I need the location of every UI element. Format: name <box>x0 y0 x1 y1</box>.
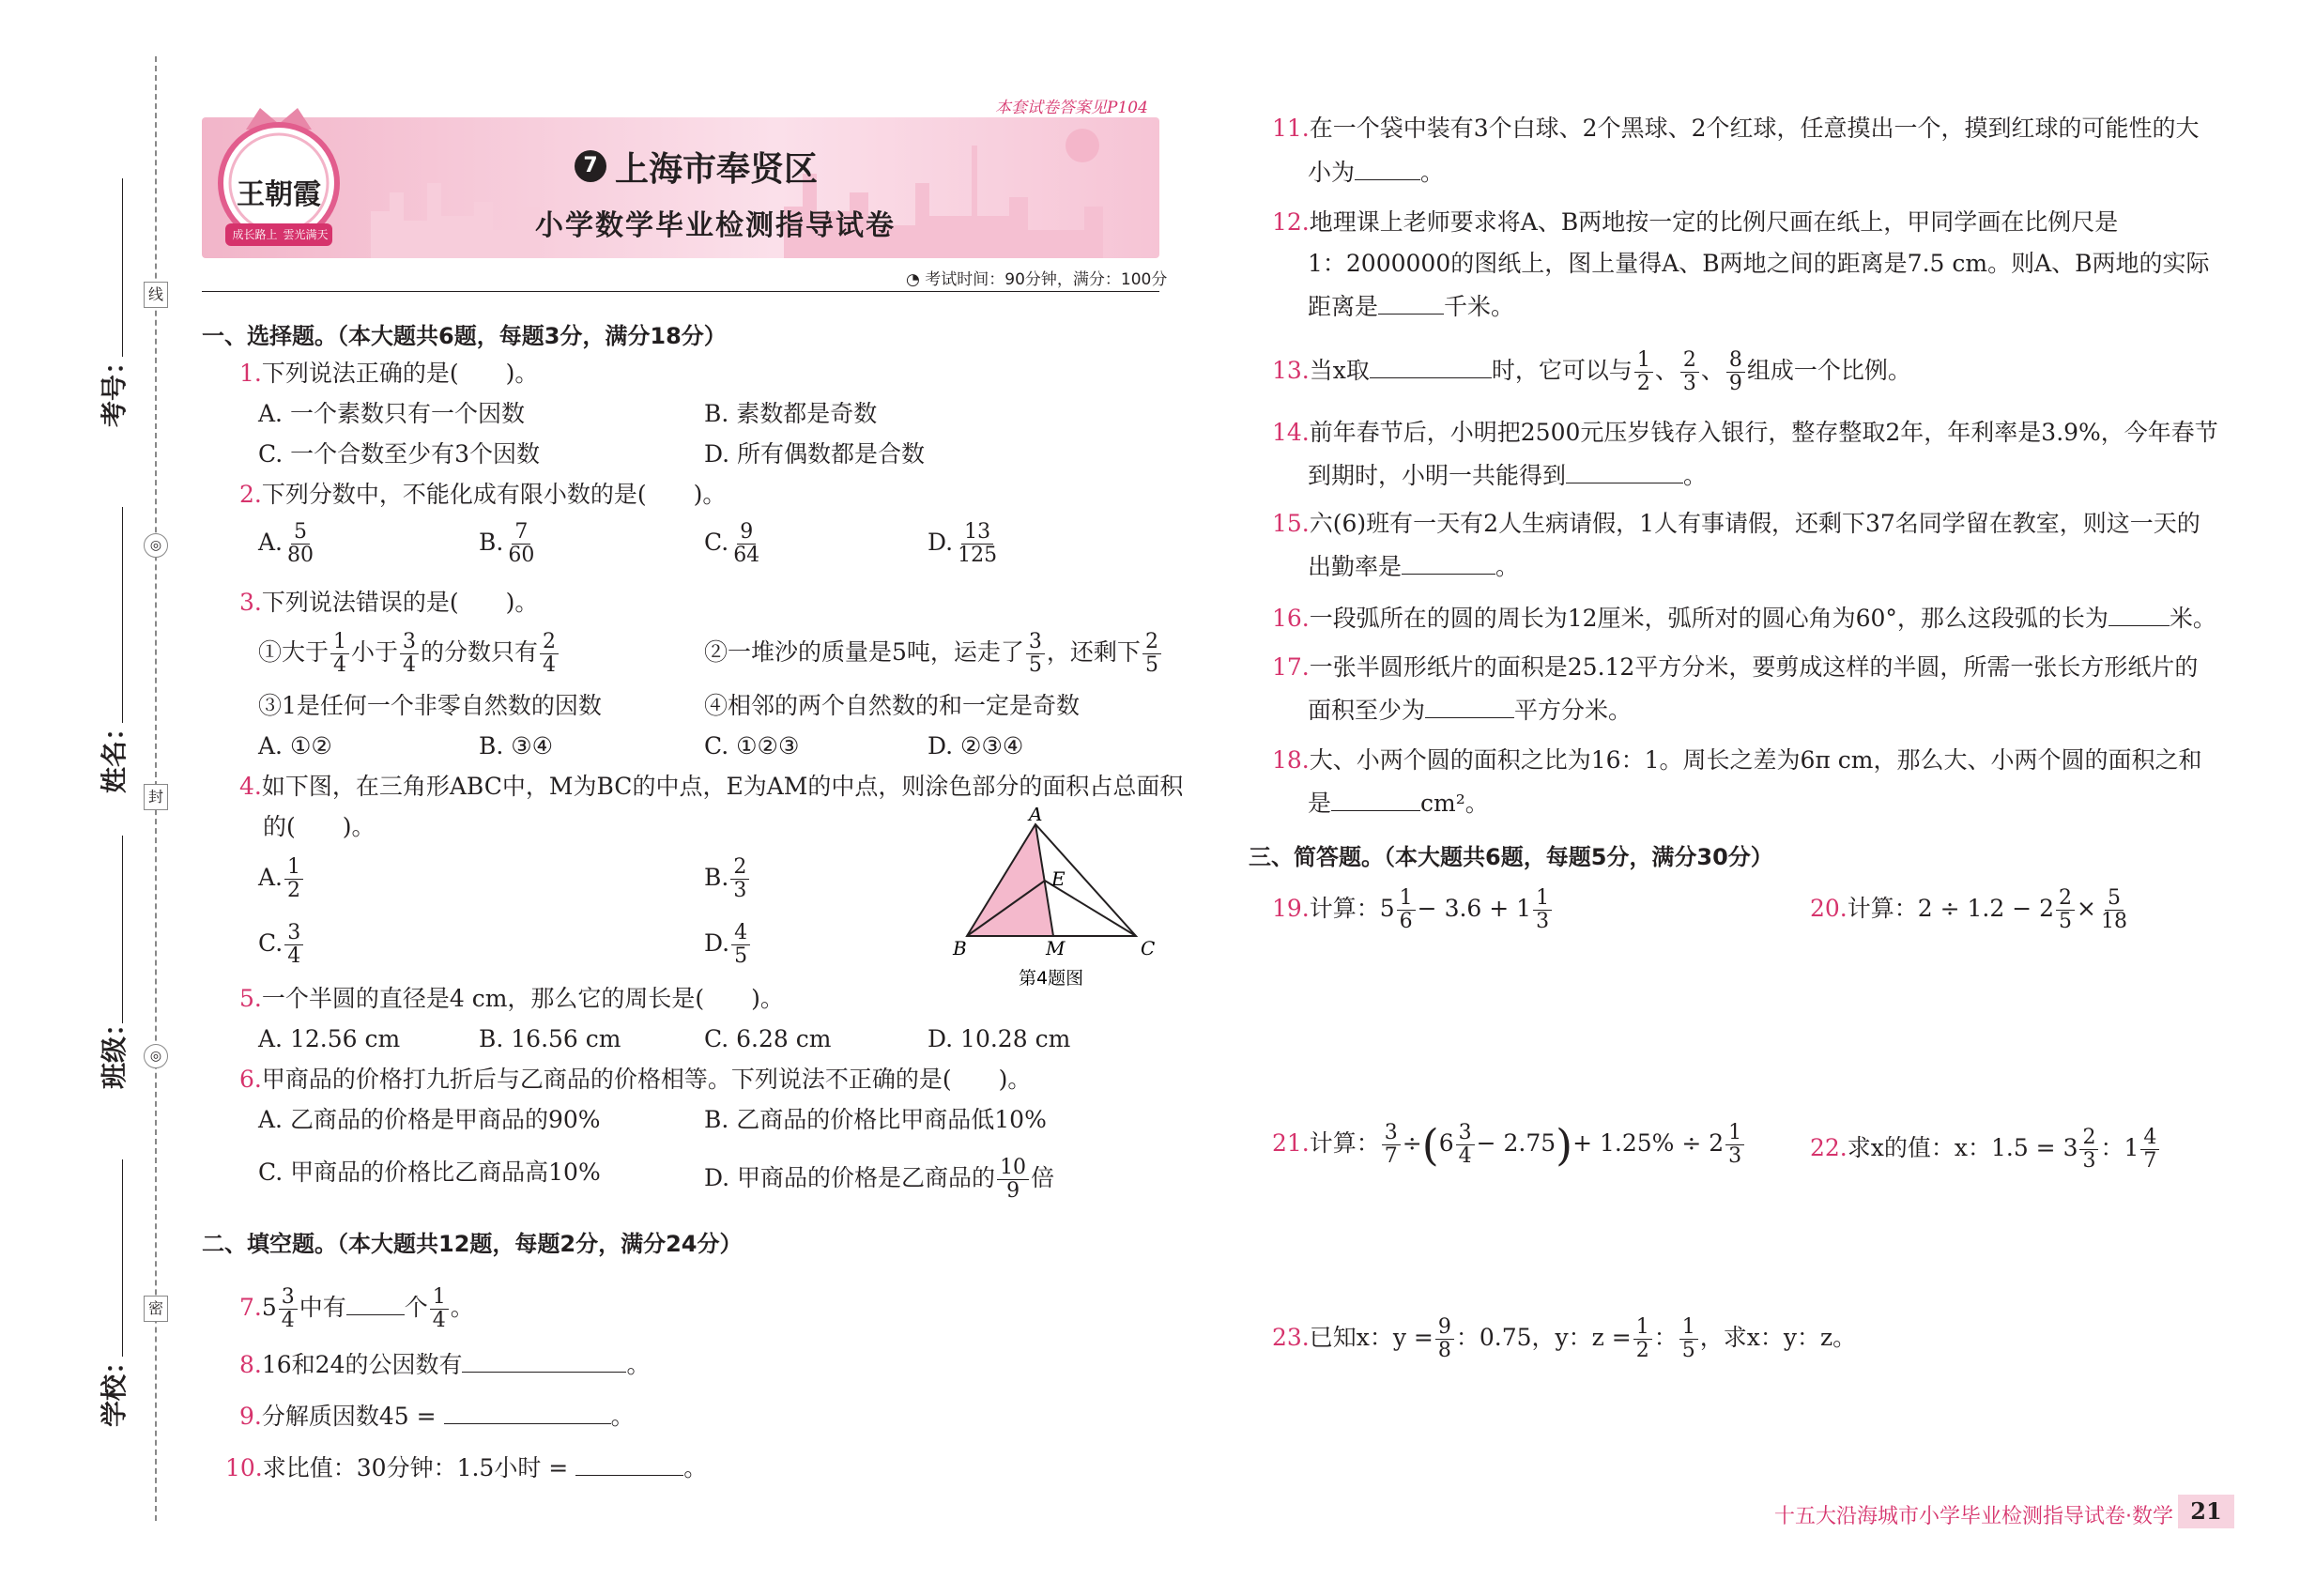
statement-1 <box>258 631 560 677</box>
fraction <box>2098 887 2130 933</box>
question-number: 16. <box>1272 605 1310 632</box>
logo-ribbon-right: 雲光满天 <box>283 228 329 241</box>
denominator: 4 <box>333 653 347 677</box>
denominator: 4 <box>281 1309 295 1332</box>
fraction <box>284 521 316 567</box>
question-number: 18. <box>1272 746 1310 774</box>
binding-mark-xian: 线 <box>144 282 168 308</box>
option-text: D. 甲商品的价格是乙商品的 <box>704 1164 996 1191</box>
option-letter: B. <box>479 529 504 556</box>
numerator: 2 <box>1142 631 1161 654</box>
question-text: 组成一个比例。 <box>1746 357 1911 384</box>
fraction <box>1680 349 1699 395</box>
binding-mark-feng: 封 <box>144 784 168 810</box>
question-text: 到期时，小明一共能得到 <box>1308 462 1567 489</box>
exam-info-text: 考试时间：90分钟，满分：100分 <box>925 270 1168 289</box>
question-text: 下列说法正确的是( )。 <box>261 360 539 387</box>
question-text: 小为 <box>1308 159 1356 186</box>
question-number: 15. <box>1272 510 1310 537</box>
section-3-title: 三、简答题。（本大题共6题，每题5分，满分30分） <box>1249 844 1773 870</box>
question-11 <box>1272 113 2200 145</box>
fraction <box>2056 887 2075 933</box>
question-2 <box>239 479 726 511</box>
brand-logo <box>208 103 349 253</box>
question-text: 一段弧所在的圆的周长为12厘米，弧所对的圆心角为60°，那么这段弧的长为 <box>1309 605 2108 632</box>
fraction <box>2079 1127 2098 1173</box>
denominator: 9 <box>1006 1179 1020 1203</box>
question-text: 中有 <box>299 1294 346 1321</box>
label-e: E <box>1051 867 1066 890</box>
statement-4: ④相邻的两个自然数的和一定是奇数 <box>704 692 1081 719</box>
option-b[interactable] <box>704 856 751 902</box>
numerator: 5 <box>2105 887 2124 911</box>
fraction <box>284 922 303 968</box>
question-text: 。 <box>626 1351 651 1378</box>
label-m: M <box>1046 937 1066 959</box>
numerator: 2 <box>2056 887 2075 911</box>
numerator: 1 <box>284 856 303 880</box>
option-b[interactable]: B. 16.56 cm <box>479 1025 621 1052</box>
option-c[interactable]: C. 一个合数至少有3个因数 <box>258 440 541 468</box>
fraction <box>1397 887 1416 933</box>
expression: ，求x：y：z。 <box>1699 1324 1857 1351</box>
numerator: 1 <box>330 631 349 654</box>
logo-text: 王朝霞 <box>237 178 321 211</box>
expression: ：1 <box>2100 1134 2139 1161</box>
question-text: 前年春节后，小明把2500元压岁钱存入银行，整存整取2年，年利率是3.9%，今年春节 <box>1309 419 2218 446</box>
denominator: 2 <box>287 879 301 902</box>
expression: 6 <box>1438 1129 1454 1157</box>
question-12-line-3 <box>1308 289 1514 323</box>
denominator: 7 <box>1384 1144 1398 1168</box>
option-letter: C. <box>258 929 284 957</box>
question-22 <box>1810 1127 2161 1173</box>
question-12-line-2: 1：2000000的图纸上，图上量得A、B两地之间的距离是7.5 cm。则A、B两地的实际 <box>1308 250 2210 277</box>
numerator: 7 <box>512 521 530 545</box>
numerator: 2 <box>730 856 749 880</box>
question-number: 23. <box>1272 1324 1310 1351</box>
question-text: 。 <box>1495 553 1520 580</box>
denominator: 3 <box>1728 1144 1742 1168</box>
kaohao-line[interactable] <box>122 178 123 357</box>
page-number: 21 <box>2178 1495 2234 1528</box>
label-a: A <box>1029 807 1043 825</box>
option-d[interactable] <box>704 1157 1054 1203</box>
denominator: 3 <box>2082 1149 2096 1173</box>
option-d[interactable] <box>704 922 752 968</box>
question-number: 4. <box>239 773 262 800</box>
question-4-continued: 的( )。 <box>263 813 376 840</box>
question-7 <box>239 1286 474 1332</box>
option-letter: C. <box>704 529 729 556</box>
question-18-continued <box>1308 786 1489 820</box>
expression: ：0.75，y：z = <box>1455 1324 1632 1351</box>
question-1 <box>239 358 538 390</box>
question-number: 11. <box>1272 115 1310 142</box>
question-text: 米。 <box>2169 605 2216 632</box>
fraction <box>505 521 537 567</box>
denominator: 4 <box>432 1309 446 1332</box>
option-d[interactable]: D. 所有偶数都是合数 <box>704 440 926 468</box>
question-text: 如下图，在三角形ABC中，M为BC的中点，E为AM的中点，则涂色部分的面积占总面积 <box>261 773 1184 800</box>
paper-title: 上海市奉贤区 <box>615 150 819 189</box>
numerator: 13 <box>961 521 993 545</box>
expression: 计算：5 <box>1309 895 1395 922</box>
expression: 已知x：y = <box>1309 1324 1434 1351</box>
numerator: 1 <box>1725 1122 1744 1145</box>
denominator: 8 <box>1437 1339 1451 1362</box>
question-number: 20. <box>1810 895 1848 922</box>
option-a[interactable] <box>258 521 318 567</box>
fraction <box>540 631 559 677</box>
question-23 <box>1272 1316 1856 1362</box>
fraction <box>1725 1122 1744 1168</box>
option-d[interactable]: D. ②③④ <box>928 732 1024 760</box>
question-20 <box>1810 887 2132 933</box>
statement-2 <box>704 631 1163 677</box>
answer-blank[interactable] <box>1370 353 1492 378</box>
fraction <box>1456 1122 1475 1168</box>
option-b[interactable]: B. 乙商品的价格比甲商品低10% <box>704 1106 1047 1133</box>
header-rule <box>202 291 1159 292</box>
question-text: 分解质因数45 = <box>261 1403 437 1430</box>
text: ②一堆沙的质量是5吨，运走了 <box>704 638 1024 666</box>
question-text: cm²。 <box>1420 790 1489 817</box>
option-letter: B. <box>704 864 729 891</box>
option-a[interactable]: A. 一个素数只有一个因数 <box>258 400 525 427</box>
question-text: 平方分米。 <box>1514 697 1633 724</box>
numerator: 10 <box>997 1157 1029 1180</box>
question-16 <box>1272 601 2216 635</box>
numerator: 1 <box>430 1286 449 1310</box>
banji-line[interactable] <box>122 836 123 1023</box>
question-number: 12. <box>1272 208 1310 236</box>
denominator: 5 <box>1681 1339 1695 1362</box>
fraction <box>330 631 349 677</box>
question-number: 6. <box>239 1066 262 1093</box>
fraction <box>1634 349 1653 395</box>
denominator: 5 <box>1144 653 1158 677</box>
fraction <box>1633 1316 1652 1362</box>
denominator: 3 <box>733 879 747 902</box>
option-a[interactable]: A. ①② <box>258 732 332 760</box>
question-text: 六(6)班有一天有2人生病请假，1人有事请假，还剩下37名同学留在教室，则这一天的 <box>1309 510 2200 537</box>
denominator: 5 <box>1028 653 1042 677</box>
denominator: 9 <box>1728 372 1742 395</box>
answer-blank[interactable] <box>1425 693 1514 718</box>
numerator: 3 <box>279 1286 298 1310</box>
question-text: 。 <box>450 1294 474 1321</box>
question-text: 一个半圆的直径是4 cm，那么它的周长是( )。 <box>261 985 784 1012</box>
denominator: 4 <box>403 653 417 677</box>
numerator: 2 <box>540 631 559 654</box>
option-c[interactable]: C. ①②③ <box>704 732 800 760</box>
answer-blank[interactable] <box>1378 289 1444 315</box>
expression: ÷ <box>1402 1129 1422 1157</box>
question-9 <box>239 1399 635 1433</box>
logo-ribbon-left: 成长路上 <box>232 228 278 241</box>
question-15-continued <box>1308 549 1519 583</box>
expression: 求x的值：x：1.5 = 3 <box>1847 1134 2078 1161</box>
denominator: 80 <box>287 544 314 567</box>
fraction <box>955 521 1000 567</box>
fraction <box>731 922 750 968</box>
option-a[interactable]: A. 乙商品的价格是甲商品的90% <box>258 1106 601 1133</box>
question-number: 7. <box>239 1294 262 1321</box>
denominator: 64 <box>733 544 760 567</box>
numerator: 1 <box>1679 1316 1698 1340</box>
question-text: 千米。 <box>1444 293 1515 320</box>
numerator: 1 <box>1533 887 1552 911</box>
fraction <box>430 1286 449 1332</box>
question-number: 21. <box>1272 1129 1310 1157</box>
binding-circle: ◎ <box>144 1044 168 1068</box>
option-letter: A. <box>258 864 284 891</box>
answer-reference: 本套试卷答案见P104 <box>995 99 1148 117</box>
option-c[interactable] <box>258 922 305 968</box>
expression: 计算：2 ÷ 1.2 − 2 <box>1847 895 2055 922</box>
shaded-region <box>967 824 1053 936</box>
denominator: 18 <box>2100 910 2127 933</box>
option-c[interactable]: C. 甲商品的价格比乙商品高10% <box>258 1159 601 1186</box>
question-text: 。 <box>1420 159 1445 186</box>
numerator: 1 <box>1633 1316 1652 1340</box>
answer-blank[interactable] <box>1566 458 1683 483</box>
xingming-line[interactable] <box>122 507 123 723</box>
question-17-continued <box>1308 693 1632 727</box>
answer-blank[interactable] <box>1331 786 1420 811</box>
section-2-title: 二、填空题。（本大题共12题，每题2分，满分24分） <box>202 1231 743 1257</box>
question-14-continued <box>1308 458 1707 492</box>
section-1-title: 一、选择题。（本大题共6题，每题3分，满分18分） <box>202 323 727 349</box>
question-number: 10. <box>225 1454 263 1481</box>
text: ①大于 <box>258 638 330 666</box>
question-text: 。 <box>610 1403 635 1430</box>
answer-blank[interactable] <box>1355 155 1420 180</box>
answer-blank[interactable] <box>2108 601 2170 626</box>
paper-subtitle: 小学数学毕业检测指导试卷 <box>535 209 896 242</box>
question-text: 个 <box>404 1294 428 1321</box>
option-d[interactable] <box>928 521 1002 567</box>
fraction <box>1726 349 1745 395</box>
question-number: 19. <box>1272 895 1310 922</box>
question-text: 距离是 <box>1308 293 1379 320</box>
paper-number-badge: 7 <box>575 150 606 182</box>
numerator: 9 <box>737 521 756 545</box>
question-5 <box>239 983 784 1015</box>
kaohao-label: 考号： <box>99 347 130 427</box>
question-8 <box>239 1347 651 1381</box>
denominator: 2 <box>1636 372 1650 395</box>
option-a[interactable] <box>258 856 305 902</box>
fraction <box>1382 1122 1401 1168</box>
question-4 <box>239 771 1183 803</box>
option-text: 倍 <box>1031 1164 1055 1191</box>
question-text: 甲商品的价格打九折后与乙商品的价格相等。下列说法不正确的是( )。 <box>261 1066 1032 1093</box>
numerator: 1 <box>1634 349 1653 373</box>
answer-blank[interactable] <box>575 1450 683 1476</box>
binding-circle: ◎ <box>144 533 168 558</box>
expression: ： <box>1653 1324 1678 1351</box>
fraction <box>730 856 749 902</box>
triangle-figure <box>948 807 1164 995</box>
numerator: 3 <box>1382 1122 1401 1145</box>
numerator: 8 <box>1726 349 1745 373</box>
option-c[interactable] <box>704 521 764 567</box>
numerator: 4 <box>2140 1127 2159 1150</box>
answer-blank[interactable] <box>444 1399 611 1424</box>
exam-info: ◔ 考试时间：90分钟，满分：100分 <box>906 270 1168 289</box>
expression: × <box>2077 895 2096 922</box>
fraction <box>284 856 303 902</box>
option-b[interactable]: B. 素数都是奇数 <box>704 400 878 427</box>
question-21 <box>1272 1119 1746 1171</box>
question-number: 17. <box>1272 653 1310 681</box>
denominator: 2 <box>1635 1339 1649 1362</box>
question-number: 8. <box>239 1351 262 1378</box>
footer-title: 十五大沿海城市小学毕业检测指导试卷·数学 <box>1774 1505 2173 1528</box>
question-6 <box>239 1064 1031 1096</box>
question-3 <box>239 587 538 619</box>
option-letter: A. <box>258 529 284 556</box>
denominator: 4 <box>1458 1144 1472 1168</box>
question-number: 5. <box>239 985 262 1012</box>
denominator: 4 <box>543 653 557 677</box>
question-number: 9. <box>239 1403 262 1430</box>
numerator: 3 <box>1026 631 1045 654</box>
question-text: 16和24的公因数有 <box>261 1351 463 1378</box>
answer-blank[interactable] <box>1402 549 1495 575</box>
numerator: 3 <box>1456 1122 1475 1145</box>
left-paren: ( <box>1421 1119 1439 1171</box>
question-number: 22. <box>1810 1134 1848 1161</box>
question-text: 下列说法错误的是( )。 <box>261 589 539 616</box>
denominator: 125 <box>958 544 998 567</box>
xingming-label: 姓名： <box>99 714 130 793</box>
expression: + 1.25% ÷ 2 <box>1572 1129 1725 1157</box>
option-c[interactable]: C. 6.28 cm <box>704 1025 832 1052</box>
numerator: 9 <box>1435 1316 1454 1340</box>
fraction <box>997 1157 1029 1203</box>
question-number: 2. <box>239 481 262 508</box>
fraction <box>1533 887 1552 933</box>
option-d[interactable]: D. 10.28 cm <box>928 1025 1071 1052</box>
numerator: 5 <box>291 521 310 545</box>
question-text: 面积至少为 <box>1308 697 1426 724</box>
question-text: 地理课上老师要求将A、B两地按一定的比例尺画在纸上，甲同学画在比例尺是 <box>1309 208 2119 236</box>
question-12 <box>1272 207 2118 238</box>
numerator: 1 <box>1397 887 1416 911</box>
banji-label: 班级： <box>99 1009 130 1089</box>
question-17 <box>1272 652 2198 683</box>
option-letter: D. <box>704 929 730 957</box>
binding-mark-mi: 密 <box>144 1296 168 1322</box>
whole-number: 5 <box>261 1294 277 1321</box>
question-19 <box>1272 887 1554 933</box>
question-text: 求比值：30分钟：1.5小时 = <box>262 1454 569 1481</box>
label-b: B <box>953 937 967 959</box>
question-text: 当x取 <box>1309 357 1370 384</box>
question-13: 13.当x取 时，它可以与 $\frac{1}{2}$ 、 $\frac{2}{3}$ 、 $\frac{8}{9}$ 组成一个比例。 <box>1272 348 1911 395</box>
figure-caption: 第4题图 <box>1019 968 1084 989</box>
fraction <box>1435 1316 1454 1362</box>
question-18 <box>1272 744 2201 776</box>
fraction <box>730 521 762 567</box>
question-number: 14. <box>1272 419 1310 446</box>
option-b[interactable] <box>479 521 539 567</box>
text: ，还剩下 <box>1046 638 1141 666</box>
right-paren: ) <box>1556 1119 1573 1171</box>
denominator: 3 <box>1536 910 1550 933</box>
text: 的分数只有 <box>421 638 539 666</box>
expression: − 3.6 + 1 <box>1417 895 1532 922</box>
expression: 计算： <box>1309 1129 1380 1157</box>
numerator: 3 <box>284 922 303 945</box>
denominator: 4 <box>287 944 301 968</box>
question-text: 在一个袋中装有3个白球、2个黑球、2个红球，任意摸出一个，摸到红球的可能性的大 <box>1309 115 2200 142</box>
denominator: 5 <box>2059 910 2073 933</box>
xuexiao-line[interactable] <box>122 1159 123 1357</box>
answer-blank[interactable] <box>346 1290 405 1315</box>
question-text: 。 <box>1683 462 1708 489</box>
denominator: 6 <box>1399 910 1413 933</box>
denominator: 5 <box>734 944 748 968</box>
fraction <box>2140 1127 2159 1173</box>
denominator: 60 <box>508 544 535 567</box>
question-14 <box>1272 417 2218 449</box>
question-15 <box>1272 508 2200 540</box>
numerator: 3 <box>400 631 419 654</box>
denominator: 3 <box>1682 372 1696 395</box>
question-number: 13. <box>1272 357 1310 384</box>
question-text: 一张半圆形纸片的面积是25.12平方分米，要剪成这样的半圆，所需一张长方形纸片的 <box>1309 653 2199 681</box>
denominator: 7 <box>2143 1149 2157 1173</box>
fraction <box>1679 1316 1698 1362</box>
question-text: 。 <box>683 1454 708 1481</box>
answer-blank[interactable] <box>462 1347 626 1373</box>
question-text: 出勤率是 <box>1308 553 1403 580</box>
xuexiao-label: 学校： <box>99 1347 130 1427</box>
question-text: 下列分数中，不能化成有限小数的是( )。 <box>261 481 727 508</box>
numerator: 2 <box>2079 1127 2098 1150</box>
fraction <box>279 1286 298 1332</box>
option-a[interactable]: A. 12.56 cm <box>258 1025 401 1052</box>
text: 小于 <box>351 638 399 666</box>
question-text: 是 <box>1308 790 1332 817</box>
numerator: 4 <box>731 922 750 945</box>
statement-3: ③1是任何一个非零自然数的因数 <box>258 692 602 719</box>
expression: − 2.75 <box>1476 1129 1556 1157</box>
fraction <box>400 631 419 677</box>
fraction <box>1026 631 1045 677</box>
fraction <box>1142 631 1161 677</box>
question-number: 1. <box>239 360 262 387</box>
question-11-continued <box>1308 155 1444 189</box>
question-number: 3. <box>239 589 262 616</box>
option-letter: D. <box>928 529 954 556</box>
numerator: 2 <box>1680 349 1699 373</box>
option-b[interactable]: B. ③④ <box>479 732 554 760</box>
question-10 <box>225 1450 707 1484</box>
label-c: C <box>1141 937 1156 959</box>
question-text: 时，它可以与 <box>1491 357 1633 384</box>
question-text: 大、小两个圆的面积之比为16：1。周长之差为6π cm，那么大、小两个圆的面积之和 <box>1309 746 2202 774</box>
